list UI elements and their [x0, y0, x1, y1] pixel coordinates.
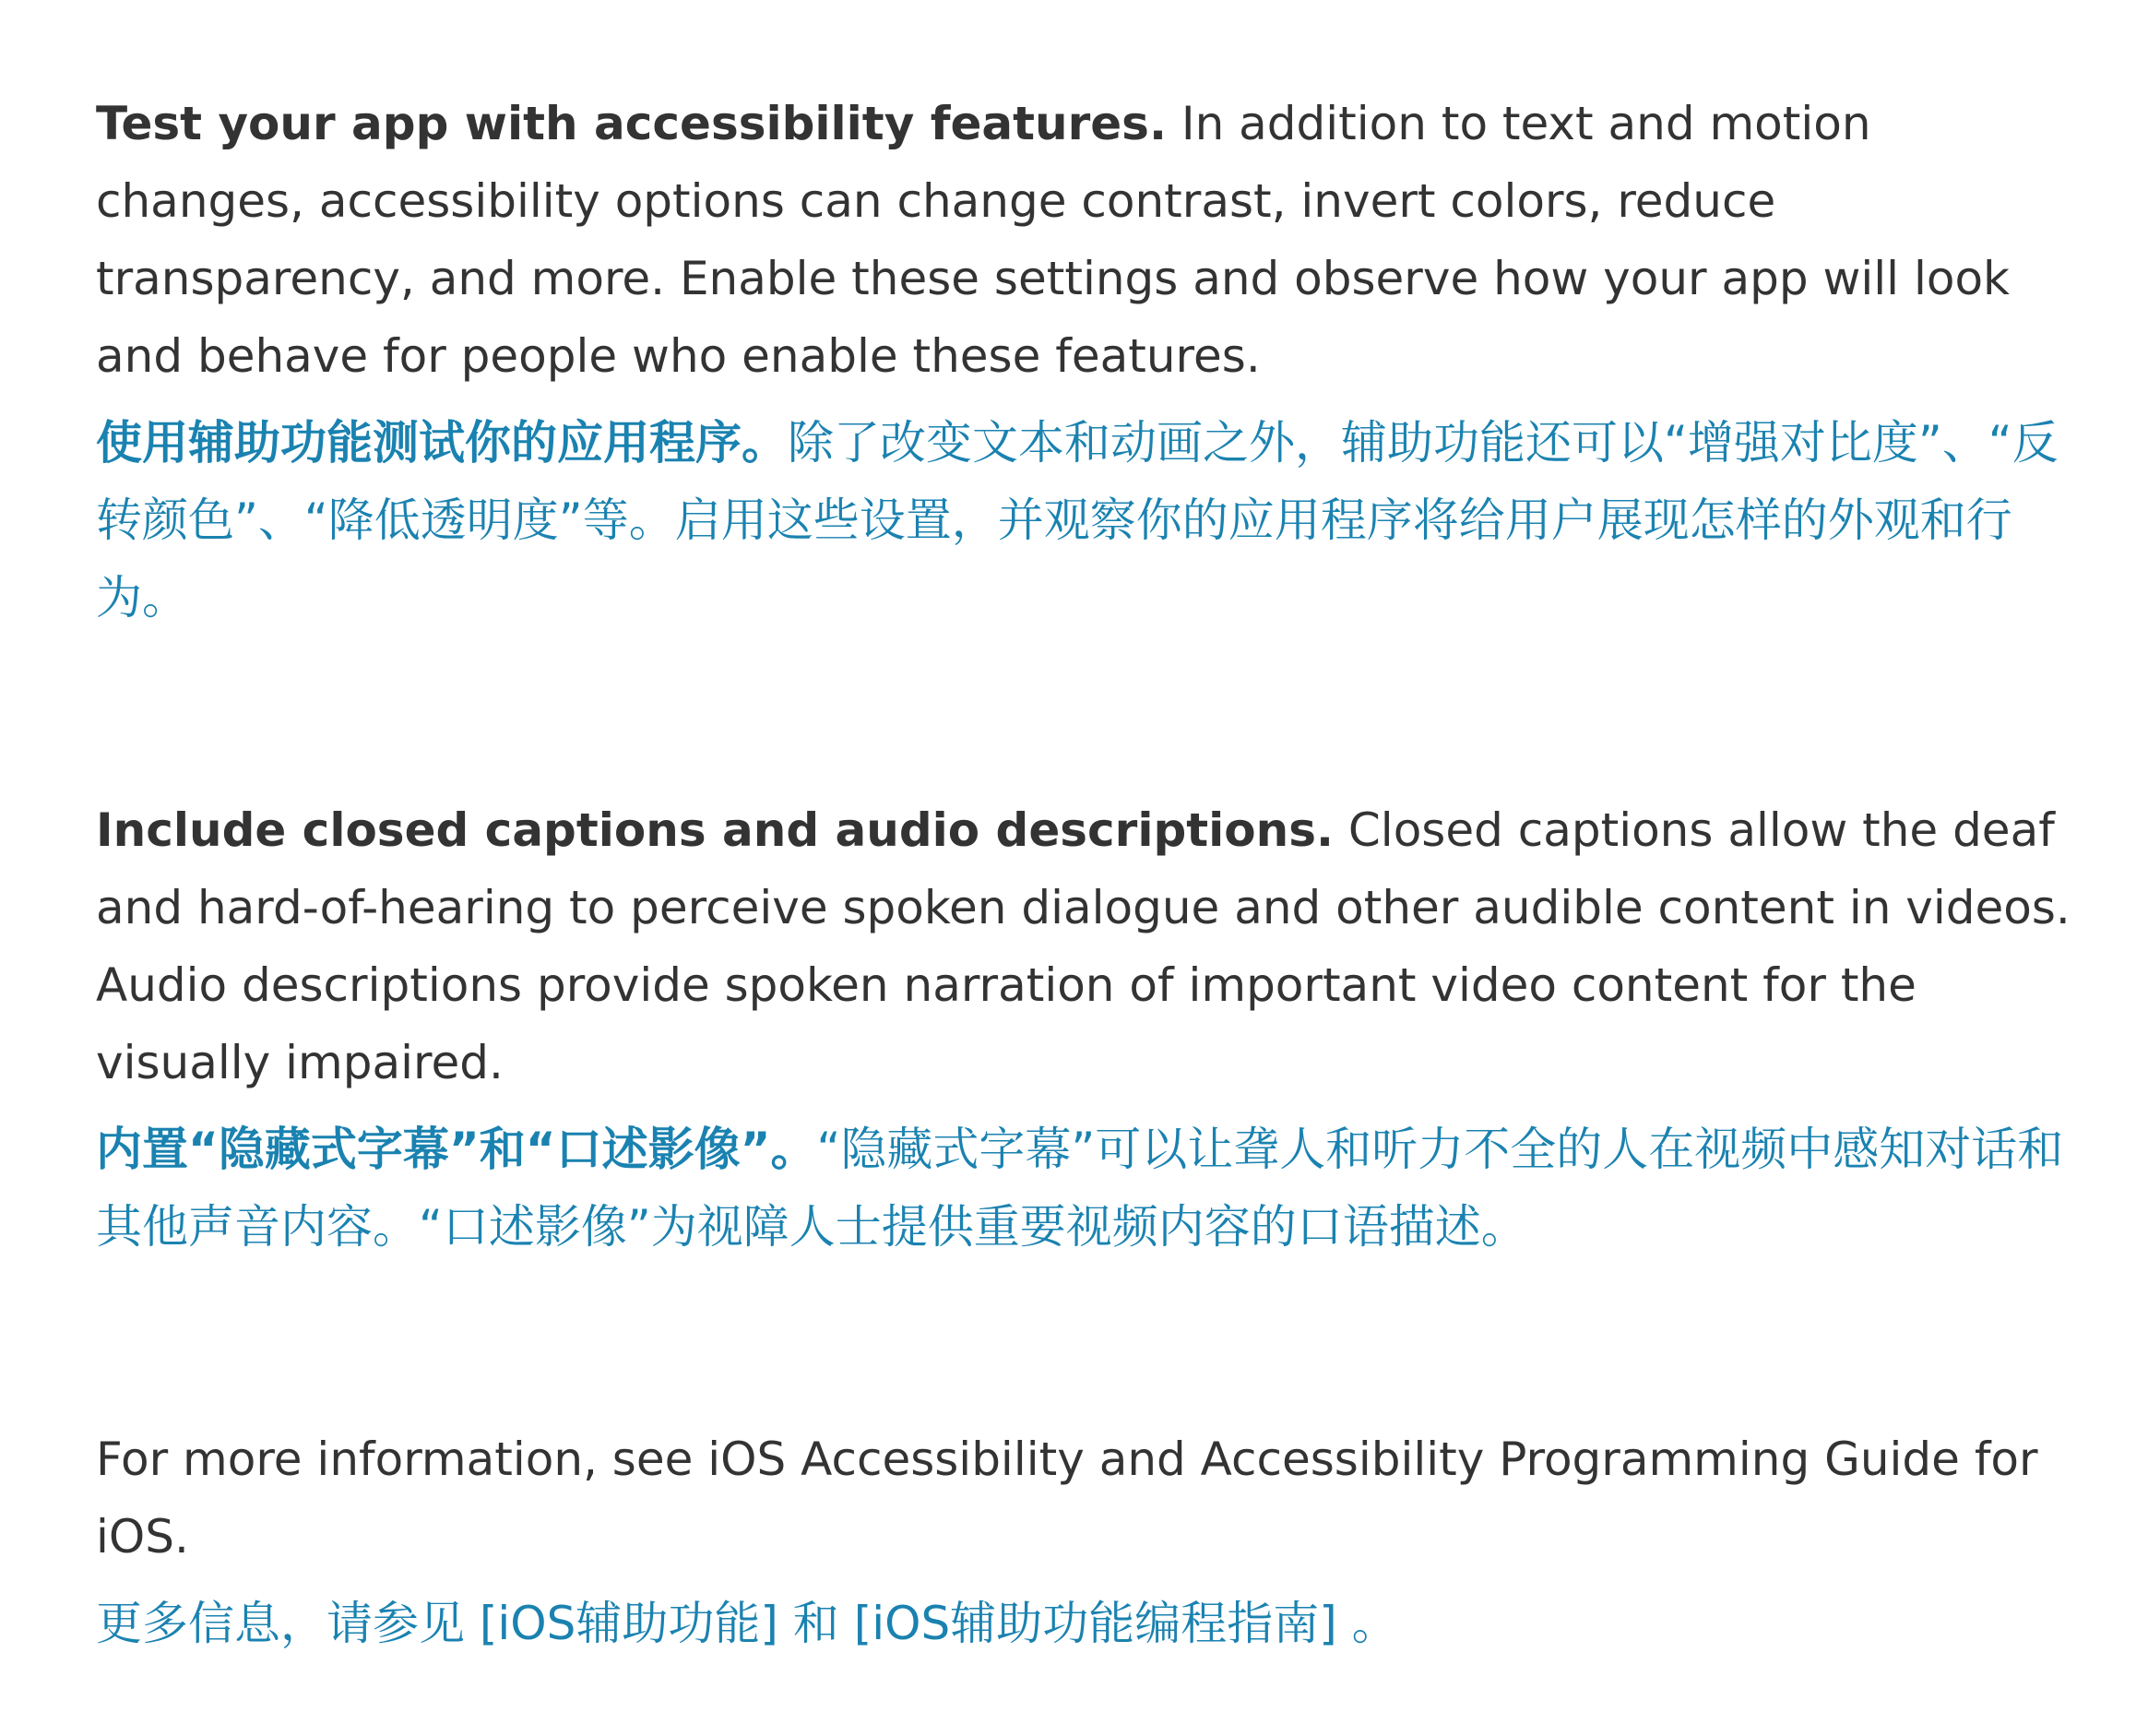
paragraph-heading: Test your app with accessibility features.: [96, 97, 1167, 150]
paragraph-heading: 内置“隐藏式字幕”和“口述影像”。: [96, 1123, 817, 1176]
more-info-prefix: 更多信息，请参见: [96, 1597, 480, 1650]
paragraph-body: Closed captions allow the deaf and hard-of-hearing to perceive spoken dialogue and other audible content in videos. Audio descriptions provide spoken narration of important video content for the visually impaired.: [96, 803, 2071, 1089]
section-captions-audio: [96, 791, 2088, 1266]
paragraph-heading: Include closed captions and audio descriptions.: [96, 803, 1334, 857]
chinese-paragraph: [96, 404, 2088, 636]
section-more-info: [96, 1421, 2088, 1662]
chinese-paragraph: [96, 1585, 2088, 1662]
english-paragraph: [96, 85, 2088, 395]
english-paragraph: For more information, see iOS Accessibility and Accessibility Programming Guide for iOS.: [96, 1433, 2038, 1564]
ios-accessibility-link[interactable]: [iOS辅助功能]: [479, 1597, 778, 1650]
paragraph-heading: 使用辅助功能测试你的应用程序。: [96, 416, 788, 470]
english-paragraph: [96, 791, 2088, 1101]
section-spacer: [96, 636, 2088, 791]
article-content: [96, 85, 2088, 1662]
section-accessibility-features: [96, 85, 2088, 636]
section-spacer: [96, 1266, 2088, 1421]
paragraph-body: 除了改变文本和动画之外，辅助功能还可以“增强对比度”、“反转颜色”、“降低透明度”等。启用这些设置，并观察你的应用程序将给用户展现怎样的外观和行为。: [96, 416, 2059, 624]
more-info-and: 和: [777, 1597, 854, 1650]
paragraph-body: In addition to text and motion changes, accessibility options can change contrast, invert colors, reduce transparency, and more. Enable these settings and observe how your app will look and behave for people who enable these features.: [96, 97, 2010, 383]
accessibility-programming-guide-link[interactable]: [iOS辅助功能编程指南]: [853, 1597, 1337, 1650]
paragraph-body: “隐藏式字幕”可以让聋人和听力不全的人在视频中感知对话和其他声音内容。“口述影像”为视障人士提供重要视频内容的口语描述。: [96, 1123, 2064, 1254]
more-info-suffix: 。: [1336, 1597, 1398, 1650]
chinese-paragraph: [96, 1111, 2088, 1266]
